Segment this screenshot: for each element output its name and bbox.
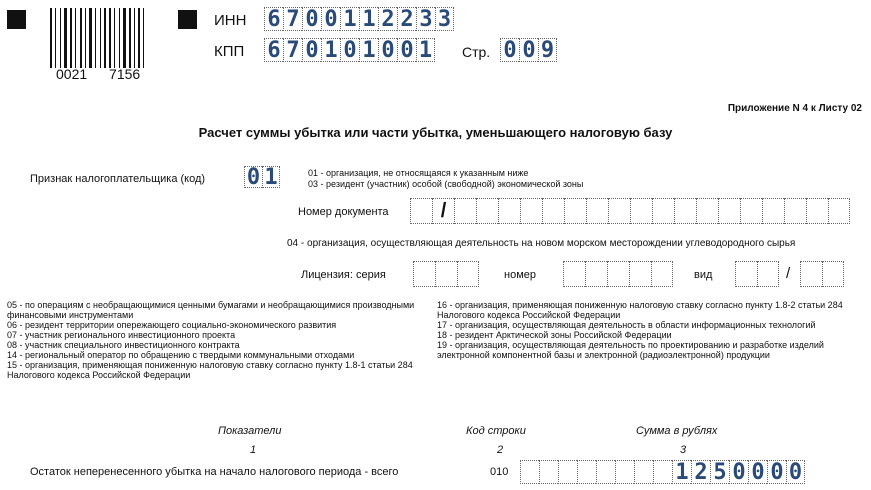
col-num-2: 2	[497, 444, 504, 456]
doc-number-cell[interactable]	[564, 198, 586, 224]
inn-cell[interactable]: 1	[359, 7, 378, 31]
doc-number-cell[interactable]	[674, 198, 696, 224]
codes-left-item: 05 - по операциям с необращающимися ценными бумагами и необращающимися производными финансовыми инструментами	[7, 300, 415, 320]
amount-field[interactable]	[520, 460, 805, 484]
taxpayer-option-03: 03 - резидент (участник) особой (свободной) экономической зоны	[308, 179, 584, 189]
codes-left-item: 15 - организация, применяющая пониженную налоговую ставку согласно пункту 1.8-1 статьи 284 Налогового кодекса Российской Федерации	[7, 360, 413, 380]
doc-number-cell[interactable]: /	[432, 198, 454, 224]
barcode-bar	[60, 8, 61, 68]
inn-cell[interactable]: 1	[340, 7, 359, 31]
license-number-cell[interactable]	[629, 261, 651, 287]
barcode-bar	[50, 8, 52, 68]
codes-right-item: 16 - организация, применяющая пониженную налоговую ставку согласно пункту 1.8-2 статьи 284 Налогового кодекса Российской Федерации	[437, 300, 843, 320]
license-number-cell[interactable]	[607, 261, 629, 287]
barcode-bar	[129, 8, 131, 68]
page-cell[interactable]: 0	[500, 38, 519, 62]
amount-cell[interactable]	[653, 460, 672, 484]
taxpayer-code-field[interactable]	[244, 166, 280, 188]
barcode-number-right: 7156	[109, 66, 141, 82]
doc-number-cell[interactable]	[476, 198, 498, 224]
license-kind-a-cell[interactable]	[735, 261, 757, 287]
amount-cell[interactable]	[558, 460, 577, 484]
kpp-cell[interactable]: 6	[264, 38, 283, 62]
license-kind-b-cell[interactable]	[822, 261, 844, 287]
amount-cell[interactable]: 0	[786, 460, 805, 484]
col-num-1: 1	[250, 444, 257, 456]
codes-left-item: 07 - участник регионального инвестиционного проекта	[7, 330, 236, 340]
barcode-bar	[138, 8, 140, 68]
option-04: 04 - организация, осуществляющая деятельность на новом морском месторождении углеводородного сырья	[287, 238, 796, 249]
page-title: Расчет суммы убытка или части убытка, уменьшающего налоговую базу	[198, 125, 673, 140]
inn-cell[interactable]: 6	[264, 7, 283, 31]
inn-cell[interactable]: 2	[378, 7, 397, 31]
row-code: 010	[490, 466, 509, 478]
taxpayer-option-01: 01 - организация, не относящаяся к указанным ниже	[308, 168, 529, 178]
barcode-bar	[64, 8, 67, 68]
barcode-bar	[75, 8, 76, 68]
inn-field[interactable]	[264, 7, 454, 31]
codes-right-item: 18 - резидент Арктической зоны Российской Федерации	[437, 330, 672, 340]
amount-cell[interactable]	[615, 460, 634, 484]
kpp-cell[interactable]: 0	[302, 38, 321, 62]
doc-number-cell[interactable]	[410, 198, 432, 224]
page-field[interactable]	[500, 38, 557, 62]
amount-cell[interactable]: 0	[729, 460, 748, 484]
codes-right-item: 17 - организация, осуществляющая деятельность в области информационных технологий	[437, 320, 816, 330]
amount-cell[interactable]: 0	[767, 460, 786, 484]
kpp-cell[interactable]: 1	[416, 38, 435, 62]
doc-number-cell[interactable]	[762, 198, 784, 224]
inn-cell[interactable]: 7	[283, 7, 302, 31]
amount-cell[interactable]	[577, 460, 596, 484]
barcode-bar	[55, 8, 56, 68]
barcode-bar	[80, 8, 82, 68]
kpp-cell[interactable]: 1	[359, 38, 378, 62]
doc-number-cell[interactable]	[740, 198, 762, 224]
barcode-bar	[100, 8, 101, 68]
amount-cell[interactable]: 0	[748, 460, 767, 484]
page-cell[interactable]: 9	[538, 38, 557, 62]
barcode-bar	[104, 8, 106, 68]
license-series-cell[interactable]	[435, 261, 457, 287]
barcode-bar	[123, 8, 126, 68]
codes-left-list	[7, 300, 425, 380]
kpp-cell[interactable]: 0	[397, 38, 416, 62]
barcode-bar	[134, 8, 135, 68]
barcode-bar	[143, 8, 144, 68]
amount-cell[interactable]	[634, 460, 653, 484]
col-num-3: 3	[680, 444, 687, 456]
kpp-cell[interactable]: 0	[340, 38, 359, 62]
barcode	[48, 8, 164, 80]
inn-cell[interactable]: 3	[416, 7, 435, 31]
barcode-bar	[85, 8, 86, 68]
corner-marker-left	[7, 10, 26, 29]
taxpayer-code-cell[interactable]: 0	[244, 166, 262, 188]
doc-number-cell[interactable]	[718, 198, 740, 224]
doc-number-cell[interactable]	[520, 198, 542, 224]
kpp-label: КПП	[214, 43, 245, 60]
doc-number-cell[interactable]	[652, 198, 674, 224]
license-series-field[interactable]	[413, 261, 479, 287]
license-kind-label: вид	[694, 269, 713, 281]
doc-number-cell[interactable]	[828, 198, 850, 224]
amount-cell[interactable]	[520, 460, 539, 484]
inn-cell[interactable]: 3	[435, 7, 454, 31]
kpp-cell[interactable]: 0	[378, 38, 397, 62]
doc-number-cell[interactable]	[630, 198, 652, 224]
barcode-bar	[119, 8, 120, 68]
kpp-field[interactable]	[264, 38, 435, 62]
codes-left-item: 14 - региональный оператор по обращению с твердыми коммунальными отходами	[7, 350, 355, 360]
doc-number-cell[interactable]	[542, 198, 564, 224]
license-number-cell[interactable]	[585, 261, 607, 287]
col-header-amount: Сумма в рублях	[636, 425, 718, 437]
license-number-cell[interactable]	[563, 261, 585, 287]
license-number-cell[interactable]	[651, 261, 673, 287]
kpp-cell[interactable]: 1	[321, 38, 340, 62]
col-header-indicators: Показатели	[218, 425, 282, 437]
taxpayer-code-cell[interactable]: 1	[262, 166, 280, 188]
doc-number-cell[interactable]	[454, 198, 476, 224]
barcode-number-left: 0021	[56, 66, 88, 82]
barcode-bar	[89, 8, 92, 68]
amount-cell[interactable]: 2	[691, 460, 710, 484]
codes-left-item: 08 - участник специального инвестиционного контракта	[7, 340, 240, 350]
doc-number-cell[interactable]	[498, 198, 520, 224]
page-label: Стр.	[462, 44, 491, 60]
doc-number-cell[interactable]	[784, 198, 806, 224]
license-number-field[interactable]	[563, 261, 673, 287]
corner-marker-right	[178, 10, 197, 29]
inn-cell[interactable]: 2	[397, 7, 416, 31]
license-kind-a-cell[interactable]	[757, 261, 779, 287]
inn-label: ИНН	[214, 12, 247, 29]
amount-cell[interactable]	[539, 460, 558, 484]
appendix-label: Приложение N 4 к Листу 02	[727, 103, 862, 114]
inn-cell[interactable]: 0	[321, 7, 340, 31]
amount-cell[interactable]: 5	[710, 460, 729, 484]
kpp-cell[interactable]: 7	[283, 38, 302, 62]
barcode-bar	[70, 8, 72, 68]
doc-number-field[interactable]	[410, 198, 850, 224]
license-kind-b-cell[interactable]	[800, 261, 822, 287]
codes-right-item: 19 - организация, осуществляющая деятельность по проектированию и разработке изделий электронной компонентной базы и электронной (радиоэлектронной) продукции	[437, 340, 824, 360]
inn-cell[interactable]: 0	[302, 7, 321, 31]
barcode-bars	[48, 8, 164, 68]
barcode-bar	[109, 8, 111, 68]
doc-number-cell[interactable]	[696, 198, 718, 224]
codes-right-list	[437, 300, 862, 360]
amount-cell[interactable]: 1	[672, 460, 691, 484]
barcode-bar	[95, 8, 96, 68]
doc-number-cell[interactable]	[806, 198, 828, 224]
doc-number-cell[interactable]	[586, 198, 608, 224]
license-series-cell[interactable]	[413, 261, 435, 287]
doc-number-label: Номер документа	[298, 206, 389, 218]
license-series-cell[interactable]	[457, 261, 479, 287]
col-header-line-code: Код строки	[466, 425, 526, 437]
license-kind-field-2[interactable]	[800, 261, 844, 287]
row-label: Остаток неперенесенного убытка на начало налогового периода - всего	[30, 466, 399, 478]
license-number-label: номер	[504, 269, 536, 281]
page-cell[interactable]: 0	[519, 38, 538, 62]
amount-cell[interactable]	[596, 460, 615, 484]
doc-number-cell[interactable]	[608, 198, 630, 224]
taxpayer-label: Признак налогоплательщика (код)	[30, 173, 206, 185]
license-kind-slash: /	[786, 265, 791, 282]
license-series-label: Лицензия: серия	[301, 269, 386, 281]
license-kind-field-1[interactable]	[735, 261, 779, 287]
codes-left-item: 06 - резидент территории опережающего социально-экономического развития	[7, 320, 337, 330]
barcode-bar	[114, 8, 115, 68]
